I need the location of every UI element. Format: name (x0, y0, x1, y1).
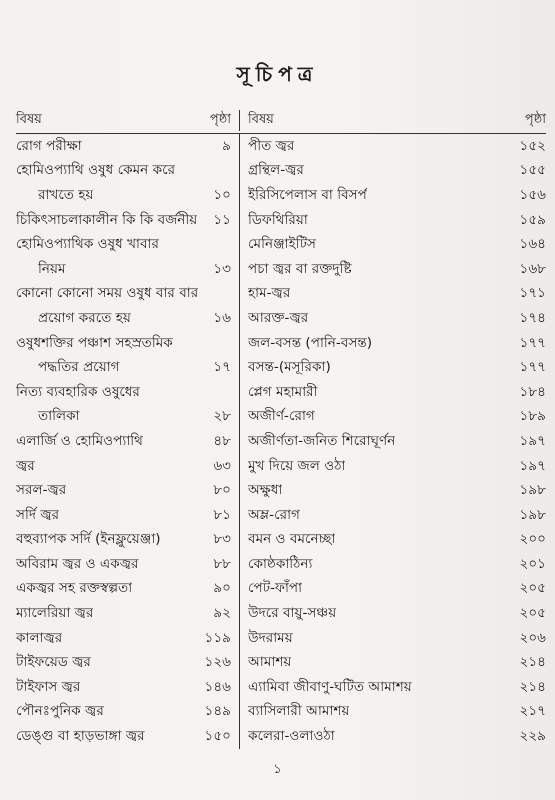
toc-entry-page: ১৭৪ (519, 309, 546, 326)
toc-entry (248, 552, 546, 577)
toc-entry-title: উদরে বায়ু-সঞ্চয় (248, 605, 337, 622)
toc-entry (248, 454, 546, 479)
toc-entry-title: পৌনঃপুনিক জ্বর (16, 703, 104, 720)
toc-entry (248, 306, 546, 331)
toc-entry-page: ২০১ (519, 555, 546, 572)
toc-entry (248, 183, 546, 208)
toc-entry (16, 454, 231, 479)
header-page-right: পৃষ্ঠা (524, 112, 546, 127)
toc-entry (16, 552, 231, 577)
toc-entry (248, 134, 546, 159)
toc-entry (16, 700, 231, 725)
toc-entry (248, 528, 546, 553)
toc-entry (248, 331, 546, 356)
toc-entry-title: ওষুধশক্তির পঞ্চাশ সহস্রতমিক (16, 334, 173, 351)
toc-entry-page: ১৮৪ (519, 383, 546, 400)
toc-entry (248, 429, 546, 454)
toc-entry (16, 159, 231, 184)
contents-columns (16, 134, 546, 749)
toc-entry-title: তালিকা (38, 408, 80, 425)
toc-entry-page: ১৭৭ (519, 359, 546, 376)
toc-entry-page: ৮৮ (213, 555, 231, 572)
toc-entry-page: ১০ (213, 186, 231, 203)
toc-entry (16, 429, 231, 454)
toc-entry-page: ২১৪ (519, 678, 546, 695)
toc-entry-page: ১৮৯ (519, 408, 546, 425)
toc-entry (248, 478, 546, 503)
toc-entry (248, 355, 546, 380)
toc-entry-title: রোগ পরীক্ষা (16, 137, 82, 154)
toc-entry (16, 257, 231, 282)
toc-entry-page: ২২৯ (519, 728, 546, 745)
header-right (240, 110, 546, 131)
toc-entry-title: আরক্ত-জ্বর (248, 309, 309, 326)
toc-entry (16, 503, 231, 528)
toc-entry-title: গ্রন্থিল-জ্বর (248, 162, 304, 179)
toc-entry-page: ১৯৮ (519, 506, 546, 523)
toc-entry (16, 626, 231, 651)
toc-entry-title: বহুব্যাপক সর্দি (ইনফ্লুয়েঞ্জা) (16, 531, 161, 548)
toc-entry (248, 601, 546, 626)
toc-entry-title: পদ্ধতির প্রয়োগ (38, 359, 120, 376)
toc-entry-title: কোষ্ঠকাঠিন্য (248, 555, 313, 572)
toc-entry-page: ১৬ (213, 309, 231, 326)
toc-entry-title: অবিরাম জ্বর ও একজ্বর (16, 555, 139, 572)
table-header (16, 103, 546, 134)
toc-entry-title: চিকিৎসাচলাকালীন কি কি বর্জনীয় (16, 211, 198, 228)
toc-entry (248, 675, 546, 700)
toc-entry-title: অজীর্ণতা-জনিত শিরোঘূর্ণন (248, 432, 396, 449)
toc-entry-page: ১৪৬ (204, 678, 231, 695)
toc-entry (248, 257, 546, 282)
toc-entry (16, 183, 231, 208)
toc-entry-page: ২৮ (213, 408, 231, 425)
toc-entry-title: পেট-ফাঁপা (248, 580, 303, 597)
toc-entry (16, 650, 231, 675)
toc-entry (248, 503, 546, 528)
toc-entry (248, 208, 546, 233)
toc-entry-title: ডিফথিরিয়া (248, 211, 308, 228)
toc-entry-title: উদরাময় (248, 629, 293, 646)
header-left (16, 110, 240, 131)
toc-entry-page: ১৭৭ (519, 334, 546, 351)
toc-entry-title: মুখ দিয়ে জল ওঠা (248, 457, 346, 474)
toc-entry-page: ১৬৪ (519, 236, 546, 253)
page-title: সূচিপত্র (236, 62, 319, 86)
toc-entry-page: ১৯৭ (519, 432, 546, 449)
toc-entry-title: অম্ল-রোগ (248, 506, 300, 523)
toc-entry (248, 380, 546, 405)
toc-entry-page: ২০৫ (519, 580, 546, 597)
toc-entry-page: ৮১ (213, 506, 231, 523)
toc-entry-page: ৯০ (213, 580, 231, 597)
toc-entry-title: অক্ষুধা (248, 482, 283, 499)
toc-entry-page: ১৪৯ (204, 703, 231, 720)
toc-entry-page: ১২৬ (204, 654, 231, 671)
toc-entry (16, 306, 231, 331)
toc-entry (16, 134, 231, 159)
toc-entry-title: হোমিওপ্যাথিক ওষুধ খাবার (16, 236, 159, 253)
toc-entry (248, 232, 546, 257)
toc-entry-page: ৮৩ (213, 531, 231, 548)
toc-entry-title: পচা জ্বর বা রক্তদুষ্টি (248, 260, 352, 277)
toc-entry-page: ৪৮ (213, 432, 231, 449)
toc-entry (248, 724, 546, 749)
toc-entry (248, 405, 546, 430)
toc-entry-page: ১৫২ (519, 137, 546, 154)
toc-entry (16, 282, 231, 307)
toc-entry-title: বসন্ত-(মসূরিকা) (248, 359, 331, 376)
toc-entry-page: ২১৭ (519, 703, 546, 720)
toc-entry-title: পীত জ্বর (248, 137, 295, 154)
toc-entry-page: ৯২ (213, 605, 231, 622)
toc-entry-page: ১৫৯ (519, 211, 546, 228)
toc-entry-title: সরল-জ্বর (16, 482, 67, 499)
toc-entry-title: রাখতে হয় (38, 186, 94, 203)
toc-entry (16, 478, 231, 503)
toc-entry-title: ডেঙ্গু বা হাড়ভাঙ্গা জ্বর (16, 728, 145, 745)
toc-entry (248, 650, 546, 675)
toc-entry-page: ১১ (213, 211, 231, 228)
toc-entry-title: কলেরা-ওলাওঠা (248, 728, 335, 745)
toc-entry-page: ১৯৭ (519, 457, 546, 474)
toc-entry-title: নিয়ম (38, 260, 66, 277)
toc-entry-title: মেনিঞ্জাইটিস (248, 236, 316, 253)
toc-entry-title: অজীর্ণ-রোগ (248, 408, 315, 425)
toc-entry-title: টাইফাস জ্বর (16, 678, 81, 695)
toc-entry-page: ১৫০ (204, 728, 231, 745)
toc-entry-title: নিত্য ব্যবহারিক ওষুধের (16, 383, 140, 400)
toc-entry-page: ১৭ (213, 359, 231, 376)
toc-entry-title: এ্যামিবা জীবাণু-ঘটিত আমাশয় (248, 678, 412, 695)
toc-entry-title: ইরিসিপেলাস বা বিসর্প (248, 186, 367, 203)
toc-entry-title: সর্দি জ্বর (16, 506, 60, 523)
toc-entry-page: ১৩ (213, 260, 231, 277)
toc-entry (16, 528, 231, 553)
toc-entry-page: ১৭১ (519, 285, 546, 302)
toc-entry-title: বমন ও বমনেচ্ছা (248, 531, 336, 548)
left-column (16, 134, 240, 749)
toc-entry-page: ২০৫ (519, 605, 546, 622)
toc-entry (248, 700, 546, 725)
toc-entry-page: ৮০ (213, 482, 231, 499)
toc-entry (16, 380, 231, 405)
toc-entry-title: এলার্জি ও হোমিওপ্যাথি (16, 432, 143, 449)
contents-table (16, 103, 546, 749)
page-number: ১ (273, 762, 282, 777)
toc-entry-title: ম্যালেরিয়া জ্বর (16, 605, 94, 622)
toc-entry-title: কোনো কোনো সময় ওষুধ বার বার (16, 285, 199, 302)
toc-entry-title: টাইফয়েড জ্বর (16, 654, 91, 671)
toc-entry-title: জল-বসন্ত (পানি-বসন্ত) (248, 334, 373, 351)
toc-entry-page: ২০০ (519, 531, 546, 548)
toc-entry-page: ১৯৮ (519, 482, 546, 499)
toc-entry-title: কালাজ্বর (16, 629, 63, 646)
toc-entry-page: ২১৪ (519, 654, 546, 671)
right-column (240, 134, 546, 749)
toc-entry (16, 331, 231, 356)
toc-entry-title: আমাশয় (248, 654, 292, 671)
header-subject-left: বিষয় (16, 112, 42, 127)
toc-entry-title: হাম-জ্বর (248, 285, 291, 302)
toc-entry (16, 724, 231, 749)
toc-entry (16, 601, 231, 626)
toc-entry (16, 577, 231, 602)
toc-entry (248, 282, 546, 307)
toc-entry-page: ১৬৮ (519, 260, 546, 277)
toc-entry (248, 626, 546, 651)
toc-entry-title: প্লেগ মহামারী (248, 383, 318, 400)
toc-entry-title: ব্যাসিলারী আমাশয় (248, 703, 350, 720)
toc-entry (248, 159, 546, 184)
header-page-left: পৃষ্ঠা (209, 112, 231, 127)
toc-entry (248, 577, 546, 602)
toc-entry (16, 232, 231, 257)
toc-entry-title: হোমিওপ্যাথি ওষুধ কেমন করে (16, 162, 176, 179)
toc-entry-title: একজ্বর সহ রক্তস্বল্পতা (16, 580, 133, 597)
toc-entry-page: ৯ (222, 137, 231, 154)
toc-entry-page: ১১৯ (204, 629, 231, 646)
toc-entry (16, 355, 231, 380)
toc-entry-page: ১৫৬ (519, 186, 546, 203)
toc-entry-page: ৬৩ (213, 457, 231, 474)
toc-entry-title: প্রয়োগ করতে হয় (38, 309, 131, 326)
header-subject-right: বিষয় (248, 112, 274, 127)
toc-entry-page: ২০৬ (519, 629, 546, 646)
toc-entry (16, 675, 231, 700)
toc-entry (16, 208, 231, 233)
toc-entry-title: জ্বর (16, 457, 35, 474)
toc-entry (16, 405, 231, 430)
toc-entry-page: ১৫৫ (519, 162, 546, 179)
